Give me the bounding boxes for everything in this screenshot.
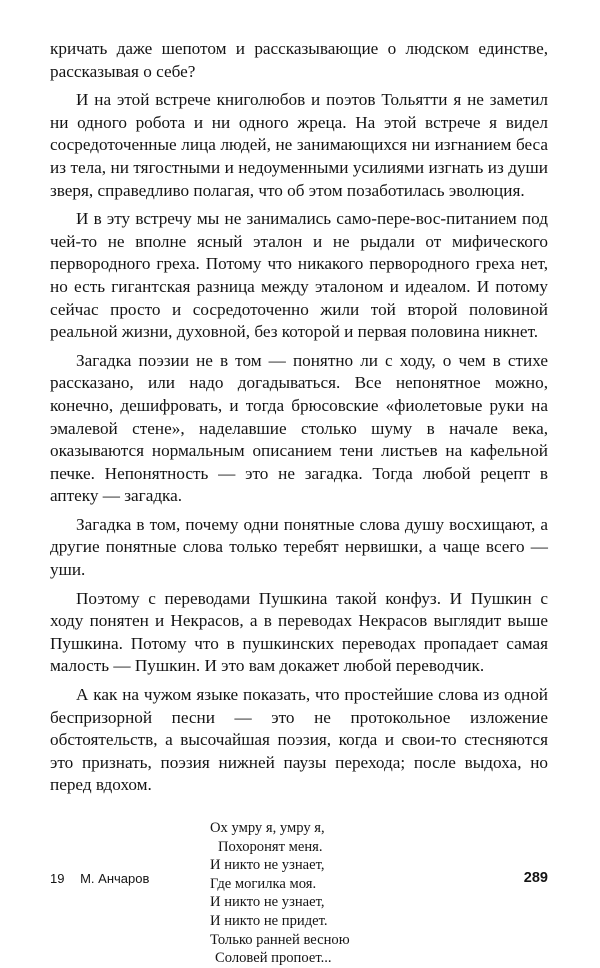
- poem-line: И никто не узнает,: [210, 857, 325, 874]
- poem-line: И никто не придет.: [210, 912, 328, 929]
- paragraph-pushkin-translations: Поэтому с переводами Пушкина такой конфуз. И Пушкин с ходу понятен и Некрасов, а в переводах Некрасов выглядит выше Пушкина. Потому что в пушкинских переводах пропадает самая малость — Пушкин. И это вам докажет любой переводчик.: [50, 588, 548, 676]
- page-number: 289: [523, 870, 548, 886]
- poem-line: И никто не узнает,: [210, 894, 325, 911]
- paragraph-foreign-language: А как на чужом языке показать, что простейшие слова из одной беспризорной песни — это не протокольное изложение обстоятельств, а высочайшая поэзия, когда и свои-то стесняются это признать, поэзия нижней паузы перехода; после выдоха, но перед вдохом.: [50, 685, 548, 795]
- poem-line: Соловей пропоет...: [215, 950, 332, 967]
- signature-author: М. Анчаров: [80, 871, 150, 886]
- page-footer: [50, 871, 548, 895]
- paragraph-self-reeducation: И в эту встречу мы не занимались само-пере-вос-питанием под чей-то не вполне ясный эталон и не рыдали от мифического первородного греха. Потому что никакого первородного греха нет, но есть гигантская разница между эталоном и идеалом. И потому сейчас просто и сосредоточенно жили той второй половиной реальной жизни, духовной, без которой и первая половина никнет.: [50, 209, 548, 342]
- paragraph-tolyatti-meeting: И на этой встрече книголюбов и поэтов Тольятти я не заметил ни одного робота и ни одного жреца. На этой встрече я видел сосредоточенные лица людей, не занимающихся ни изгнанием беса из тела, ни тягостными и недоуменными усилиями изгнать из души зверя, справедливо полагая, что об этом позаботилась эволюция.: [50, 90, 548, 200]
- poem-line: Только ранней весною: [210, 931, 350, 948]
- poem-line: Похоронят меня.: [218, 838, 323, 855]
- paragraph-poetry-riddle: Загадка поэзии не в том — понятно ли с ходу, о чем в стихе рассказано, или надо догадываться. Все непонятное можно, конечно, дешифровать, и тогда брюсовские «фиолетовые руки на эмалевой стене», наделавшие столько шуму в начале века, оказываются нормальным описанием тени листьев на кафельной печке. Непонятность — это не загадка. Тогда любой рецепт в аптеку — загадка.: [50, 350, 548, 506]
- poem-line: Ох умру я, умру я,: [210, 820, 325, 836]
- paragraph-continuation: кричать даже шепотом и рассказывающие о людском единстве, рассказывая о себе?: [50, 39, 548, 81]
- printer-signature: [50, 871, 149, 886]
- poem-line: Где могилка моя.: [210, 875, 317, 892]
- signature-number: 19: [50, 871, 65, 886]
- page-body: [50, 38, 548, 968]
- paragraph-understandable-words: Загадка в том, почему одни понятные слова душу восхищают, а другие понятные слова только теребят нервишки, а чаще всего — уши.: [50, 514, 548, 580]
